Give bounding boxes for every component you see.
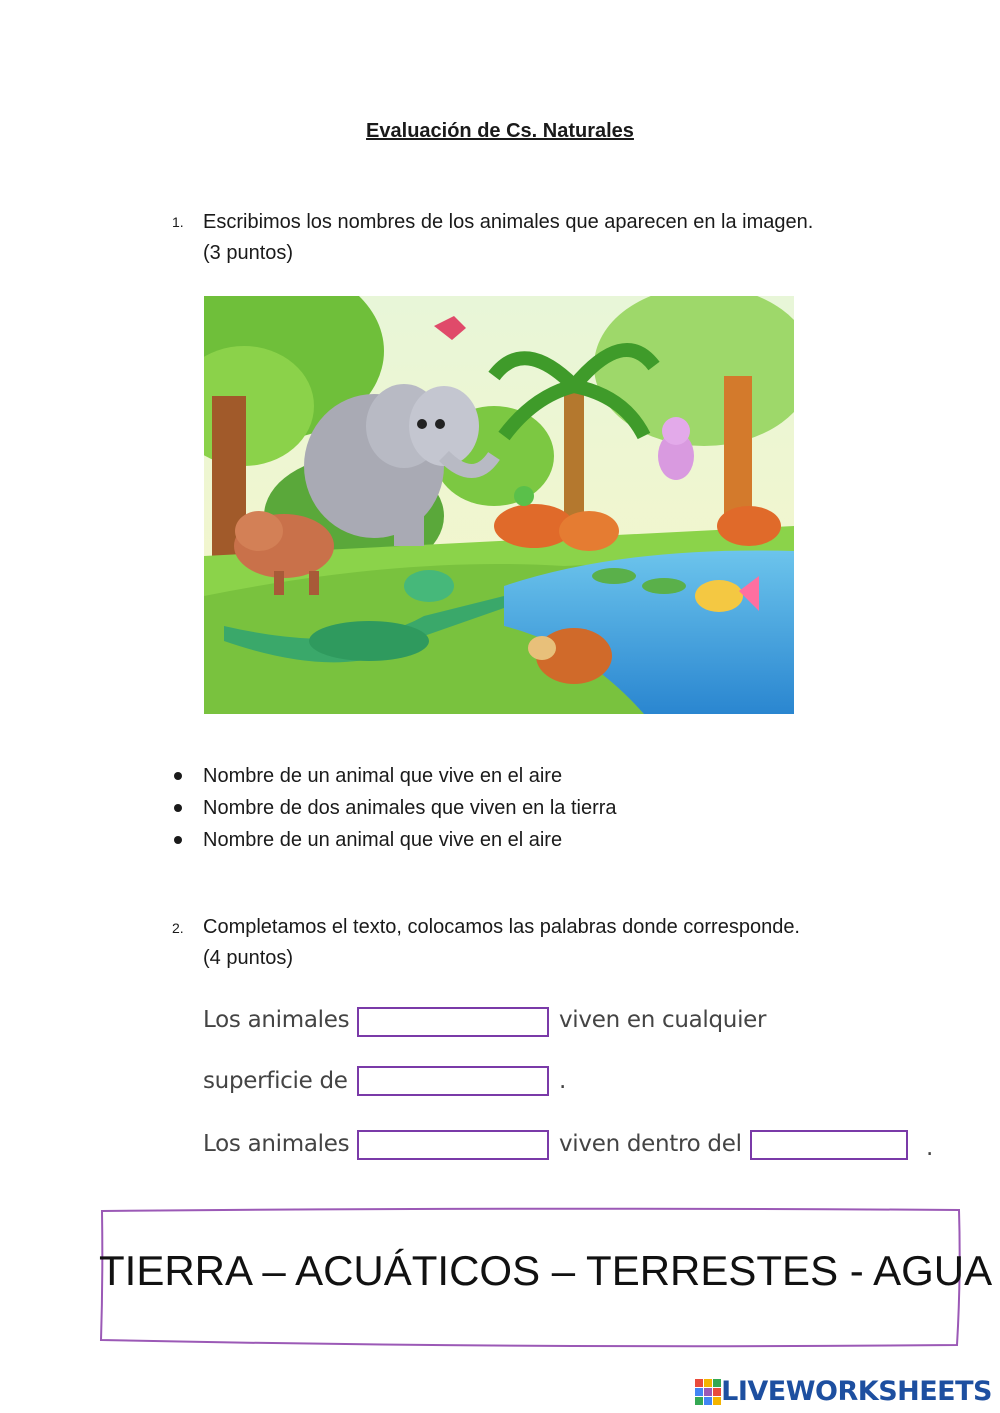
word-bank-box: [99, 1207, 993, 1351]
question-1-bullet-list: [172, 760, 617, 856]
bullet-icon: [174, 804, 182, 812]
sentence-1-end: viven en cualquier: [559, 1007, 767, 1033]
list-item: [172, 792, 617, 824]
jungle-animals-illustration: [204, 296, 794, 714]
list-item: [172, 824, 617, 856]
liveworksheets-logo-icon: [695, 1379, 721, 1405]
liveworksheets-logo-text: LIVEWORKSHEETS: [721, 1376, 992, 1407]
list-item: [172, 760, 617, 792]
answer-blank-4[interactable]: [750, 1130, 908, 1160]
liveworksheets-logo: [695, 1376, 992, 1407]
question-2-text: [203, 912, 903, 974]
sentence-3-mid: viven dentro del: [559, 1131, 742, 1157]
question-1-points: (3 puntos): [203, 242, 294, 264]
bullet-text: Nombre de un animal que vive en el aire: [203, 765, 563, 787]
bullet-text: Nombre de dos animales que viven en la tierra: [203, 797, 617, 819]
sentence-3-start: Los animales: [203, 1131, 350, 1157]
bullet-icon: [174, 772, 182, 780]
answer-blank-3[interactable]: [357, 1130, 549, 1160]
sentence-3-end: .: [926, 1135, 934, 1161]
bullet-text: Nombre de un animal que vive en el aire: [203, 829, 563, 851]
sentence-2-start: superficie de: [203, 1068, 348, 1094]
sentence-2-end: .: [559, 1068, 567, 1094]
bullet-icon: [174, 836, 182, 844]
question-1-text: [203, 207, 903, 269]
sentence-1-start: Los animales: [203, 1007, 350, 1033]
question-1-number: 1.: [172, 214, 184, 230]
answer-blank-1[interactable]: [357, 1007, 549, 1037]
word-bank-text: TIERRA – ACUÁTICOS – TERRESTES - AGUA: [99, 1247, 993, 1294]
question-2-number: 2.: [172, 920, 184, 936]
page-title: Evaluación de Cs. Naturales: [366, 120, 634, 142]
question-1-line1: Escribimos los nombres de los animales que aparecen en la imagen.: [203, 211, 814, 233]
answer-blank-2[interactable]: [357, 1066, 549, 1096]
question-2-points: (4 puntos): [203, 947, 294, 969]
question-2-line1: Completamos el texto, colocamos las palabras donde corresponde.: [203, 916, 800, 938]
